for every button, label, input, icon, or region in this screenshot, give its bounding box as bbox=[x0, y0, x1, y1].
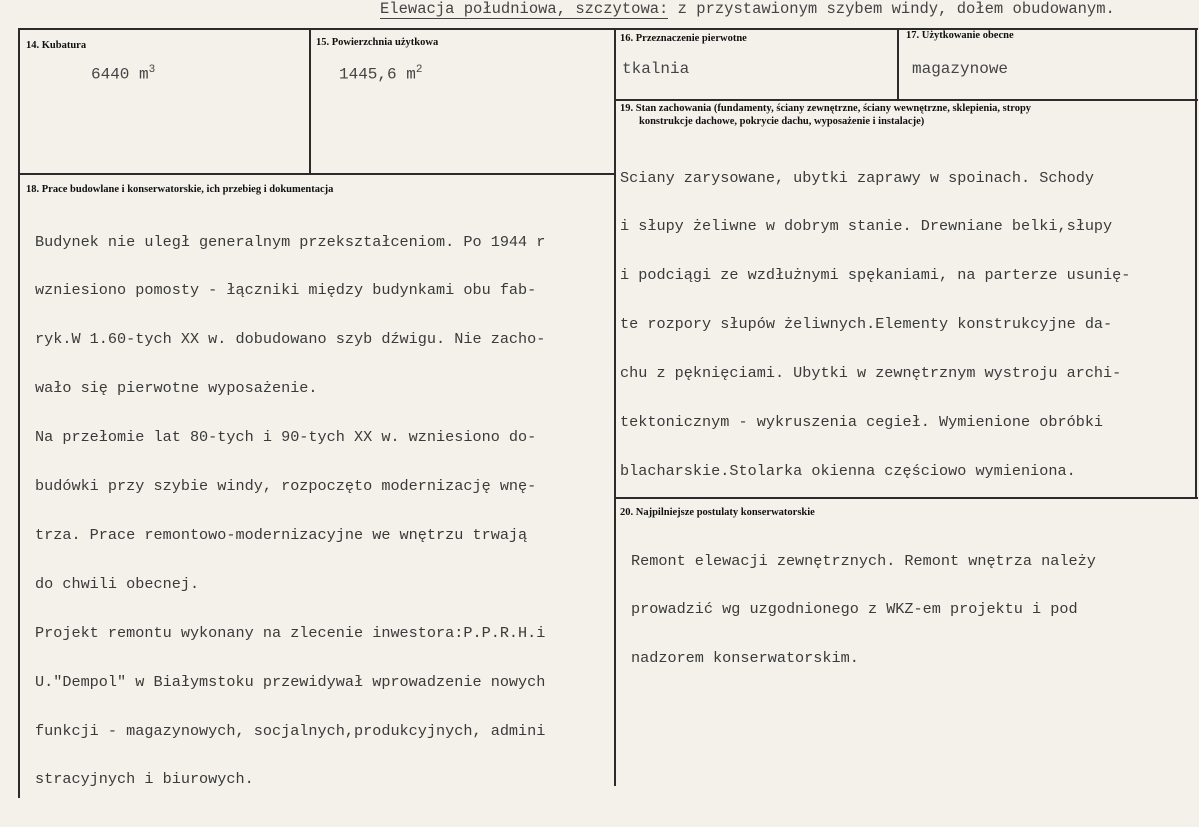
top-border bbox=[18, 28, 1198, 30]
postulaty-label: 20. Najpilniejsze postulaty konserwatorskie bbox=[620, 507, 815, 518]
right-border bbox=[1195, 28, 1197, 498]
kubatura-unit-sup: 3 bbox=[148, 64, 156, 76]
przeznaczenie-value: tkalnia bbox=[622, 60, 690, 78]
stan-label-line1: 19. Stan zachowania (fundamenty, ściany zewnętrzne, ściany wewnętrzne, sklepienia, stropy bbox=[620, 103, 1032, 114]
row1-divider-right bbox=[614, 99, 1198, 101]
powierzchnia-number: 1445,6 m bbox=[339, 65, 416, 84]
stan-line: chu z pęknięciami. Ubytki w zewnętrznym wystroju archi- bbox=[620, 364, 1122, 383]
header-description bbox=[380, 0, 1115, 18]
stan-line: i słupy żeliwne w dobrym stanie. Drewniane belki,słupy bbox=[620, 217, 1113, 236]
col-divider-main bbox=[614, 28, 616, 786]
przeznaczenie-label: 16. Przeznaczenie pierwotne bbox=[620, 33, 747, 44]
postulaty-line: Remont elewacji zewnętrznych. Remont wnętrza należy bbox=[631, 551, 1096, 570]
powierzchnia-value bbox=[339, 62, 422, 83]
prace-line: Na przełomie lat 80-tych i 90-tych XX w. wzniesiono do- bbox=[35, 428, 537, 447]
prace-line: wało się pierwotne wyposażenie. bbox=[35, 379, 318, 398]
uzytkowanie-label: 17. Użytkowanie obecne bbox=[906, 30, 1014, 41]
stan-text bbox=[620, 137, 1130, 496]
prace-line: U."Dempol" w Białymstoku przewidywał wprowadzenie nowych bbox=[35, 672, 546, 691]
stan-line: te rozpory słupów żeliwnych.Elementy konstrukcyjne da- bbox=[620, 315, 1113, 334]
prace-label: 18. Prace budowlane i konserwatorskie, ich przebieg i dokumentacja bbox=[26, 184, 334, 195]
prace-line: Projekt remontu wykonany na zlecenie inwestora:P.P.R.H.i bbox=[35, 623, 546, 642]
powierzchnia-unit-sup: 2 bbox=[415, 64, 423, 76]
left-border bbox=[18, 28, 20, 798]
prace-line: funkcji - magazynowych, socjalnych,produkcyjnych, admini bbox=[35, 721, 546, 740]
kubatura-value bbox=[91, 62, 155, 83]
powierzchnia-label: 15. Powierzchnia użytkowa bbox=[316, 37, 439, 48]
kubatura-label: 14. Kubatura bbox=[26, 40, 87, 51]
stan-line: i podciągi ze wzdłużnymi spękaniami, na parterze usunię- bbox=[620, 266, 1131, 285]
prace-line: wzniesiono pomosty - łączniki między budynkami obu fab- bbox=[35, 281, 537, 300]
header-rest: z przystawionym szybem windy, dołem obudowanym. bbox=[668, 0, 1115, 18]
header-underlined: Elewacja południowa, szczytowa: bbox=[380, 0, 669, 18]
stan-line: Sciany zarysowane, ubytki zaprawy w spoinach. Schody bbox=[620, 168, 1094, 187]
row2-divider-left bbox=[18, 173, 614, 175]
prace-line: trza. Prace remontowo-modernizacyjne we wnętrzu trwają bbox=[35, 525, 528, 544]
prace-line: ryk.W 1.60-tych XX w. dobudowano szyb dźwigu. Nie zacho- bbox=[35, 330, 546, 349]
prace-line: do chwili obecnej. bbox=[35, 574, 200, 593]
row3-divider-right bbox=[614, 497, 1198, 499]
postulaty-line: prowadzić wg uzgodnionego z WKZ-em projektu i pod bbox=[631, 600, 1078, 619]
stan-label-line2: konstrukcje dachowe, pokrycie dachu, wyposażenie i instalacje) bbox=[639, 116, 925, 127]
postulaty-line: nadzorem konserwatorskim. bbox=[631, 649, 859, 668]
uzytkowanie-value: magazynowe bbox=[912, 60, 1009, 78]
col-divider-1 bbox=[309, 28, 311, 174]
stan-line: tektonicznym - wykruszenia cegieł. Wymienione obróbki bbox=[620, 413, 1104, 432]
kubatura-number: 6440 m bbox=[91, 65, 149, 84]
col-divider-3 bbox=[897, 28, 899, 100]
stan-line: blacharskie.Stolarka okienna częściowo wymieniona. bbox=[620, 461, 1076, 480]
prace-line: budówki przy szybie windy, rozpoczęto modernizację wnę- bbox=[35, 477, 537, 496]
prace-text bbox=[35, 201, 545, 804]
postulaty-text bbox=[631, 520, 1096, 683]
prace-line: Budynek nie uległ generalnym przekształceniom. Po 1944 r bbox=[35, 232, 546, 251]
prace-line: stracyjnych i biurowych. bbox=[35, 770, 254, 789]
